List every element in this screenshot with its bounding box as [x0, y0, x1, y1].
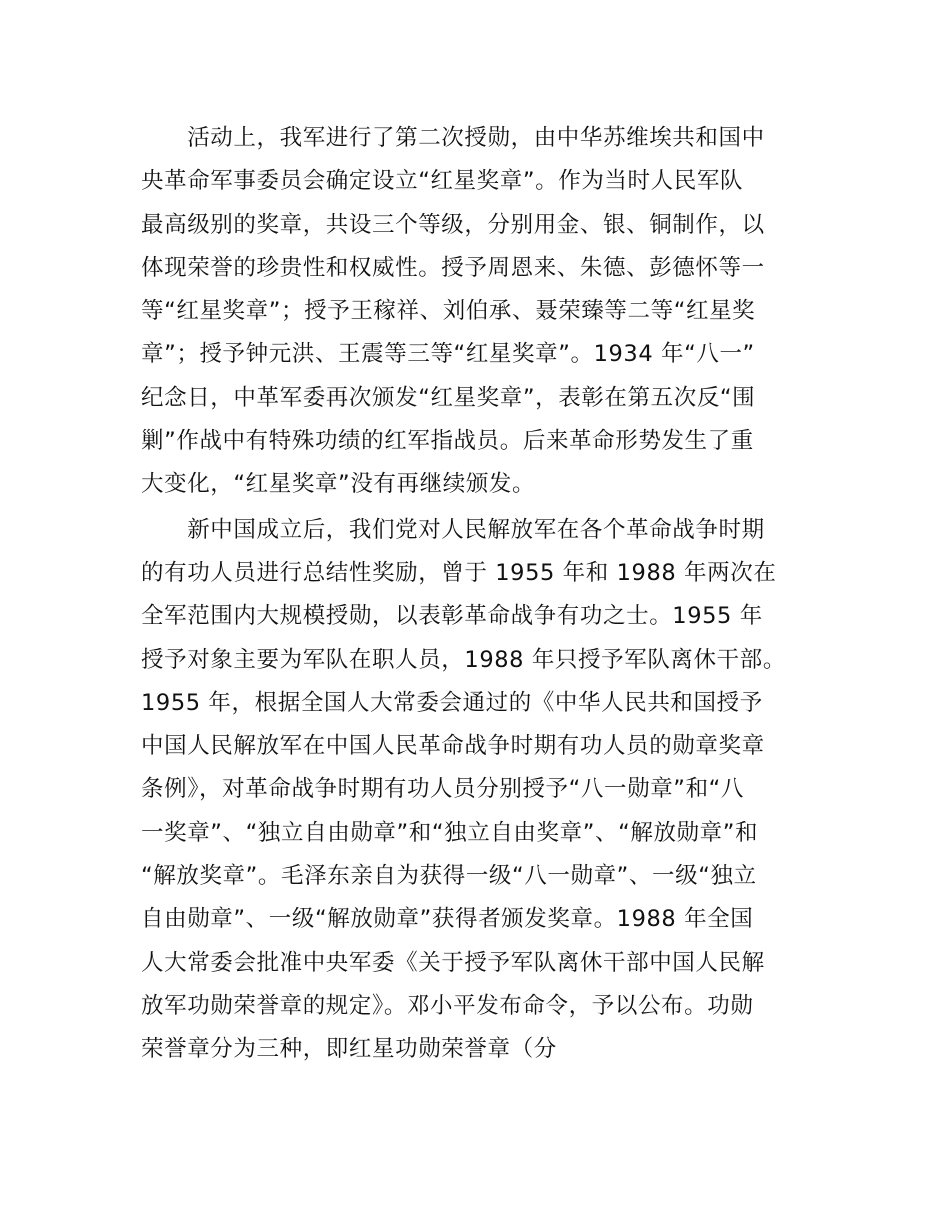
text-line: 荣誉章分为三种，即红星功勋荣誉章（分 [141, 1036, 557, 1063]
text-line: 中国人民解放军在中国人民革命战争时期有功人员的勋章奖章 [141, 733, 765, 760]
paragraph-red-star-medal [141, 117, 813, 507]
text-line: 纪念日，中革军委再次颁发“红星奖章”，表彰在第五次反“围 [141, 384, 756, 411]
text-line: “解放奖章”。毛泽东亲自为获得一级“八一勋章”、一级“独立 [141, 863, 757, 890]
text-line: 新中国成立后，我们党对人民解放军在各个革命战争时期 [141, 516, 765, 543]
text-line: 自由勋章”、一级“解放勋章”获得者颁发奖章。1988 年全国 [141, 906, 754, 933]
text-line: 全军范围内大规模授勋，以表彰革命战争有功之士。1955 年 [141, 603, 763, 630]
text-line: 体现荣誉的珍贵性和权威性。授予周恩来、朱德、彭德怀等一 [141, 254, 765, 281]
text-line: 章”；授予钟元洪、王震等三等“红星奖章”。1934 年“八一” [141, 341, 755, 368]
text-line: 央革命军事委员会确定设立“红星奖章”。作为当时人民军队 [141, 168, 744, 195]
document-body [141, 117, 813, 1072]
text-line: 等“红星奖章”；授予王稼祥、刘伯承、聂荣臻等二等“红星奖 [141, 298, 756, 325]
text-line: 最高级别的奖章，共设三个等级，分别用金、银、铜制作，以 [141, 211, 765, 238]
text-line: 人大常委会批准中央军委《关于授予军队离休干部中国人民解 [141, 949, 765, 976]
text-line: 一奖章”、“独立自由勋章”和“独立自由奖章”、“解放勋章”和 [141, 819, 759, 846]
paragraph-new-china-awards [141, 509, 813, 1072]
text-line: 授予对象主要为军队在职人员，1988 年只授予军队离休干部。 [141, 646, 786, 673]
text-line: 条例》，对革命战争时期有功人员分别授予“八一勋章”和“八 [141, 776, 745, 803]
text-line: 大变化，“红星奖章”没有再继续颁发。 [141, 471, 536, 498]
text-line: 剿”作战中有特殊功绩的红军指战员。后来革命形势发生了重 [141, 428, 754, 455]
text-line: 1955 年，根据全国人大常委会通过的《中华人民共和国授予 [141, 689, 763, 716]
text-line: 活动上，我军进行了第二次授勋，由中华苏维埃共和国中 [141, 125, 765, 151]
text-line: 的有功人员进行总结性奖励，曾于 1955 年和 1988 年两次在 [141, 559, 777, 586]
text-line: 放军功勋荣誉章的规定》。邓小平发布命令，予以公布。功勋 [141, 992, 754, 1019]
